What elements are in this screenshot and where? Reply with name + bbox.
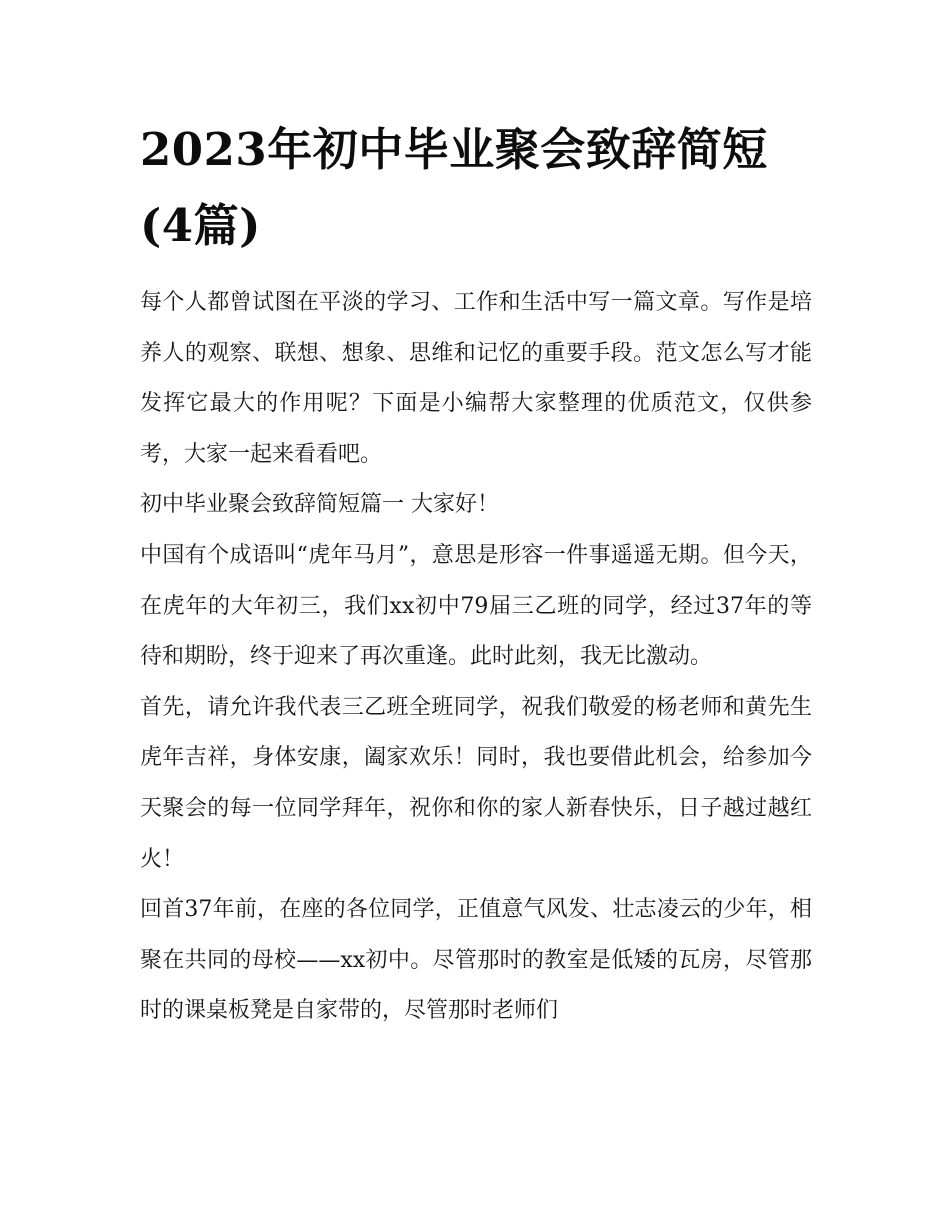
document-title: 2023年初中毕业聚会致辞简短(4篇) [140,123,768,252]
document-body [140,278,812,1037]
paragraph-idiom: 中国有个成语叫“虎年马月”，意思是形容一件事遥遥无期。但今天，在虎年的大年初三，我们xx初中79届三乙班的同学，经过37年的等待和期盼，终于迎来了再次重逢。此时此刻，我无比激动。 [140,542,812,670]
paragraph-retrospect: 回首37年前，在座的各位同学，正值意气风发、壮志凌云的少年，相聚在共同的母校——xx初中。尽管那时的教室是低矮的瓦房，尽管那时的课桌板凳是自家带的，尽管那时老师们 [140,897,812,1024]
paragraph-wishes: 首先，请允许我代表三乙班全班同学，祝我们敬爱的杨老师和黄先生虎年吉祥，身体安康，阖家欢乐！同时，我也要借此机会，给参加今天聚会的每一位同学拜年，祝你和你的家人新春快乐，日子越过越红火！ [140,694,812,872]
paragraph-greeting: 初中毕业聚会致辞简短篇一 大家好！ [140,492,499,518]
paragraph-intro: 每个人都曾试图在平淡的学习、工作和生活中写一篇文章。写作是培养人的观察、联想、想象、思维和记忆的重要手段。范文怎么写才能发挥它最大的作用呢？下面是小编帮大家整理的优质范文，仅供参考，大家一起来看看吧。 [140,290,812,467]
